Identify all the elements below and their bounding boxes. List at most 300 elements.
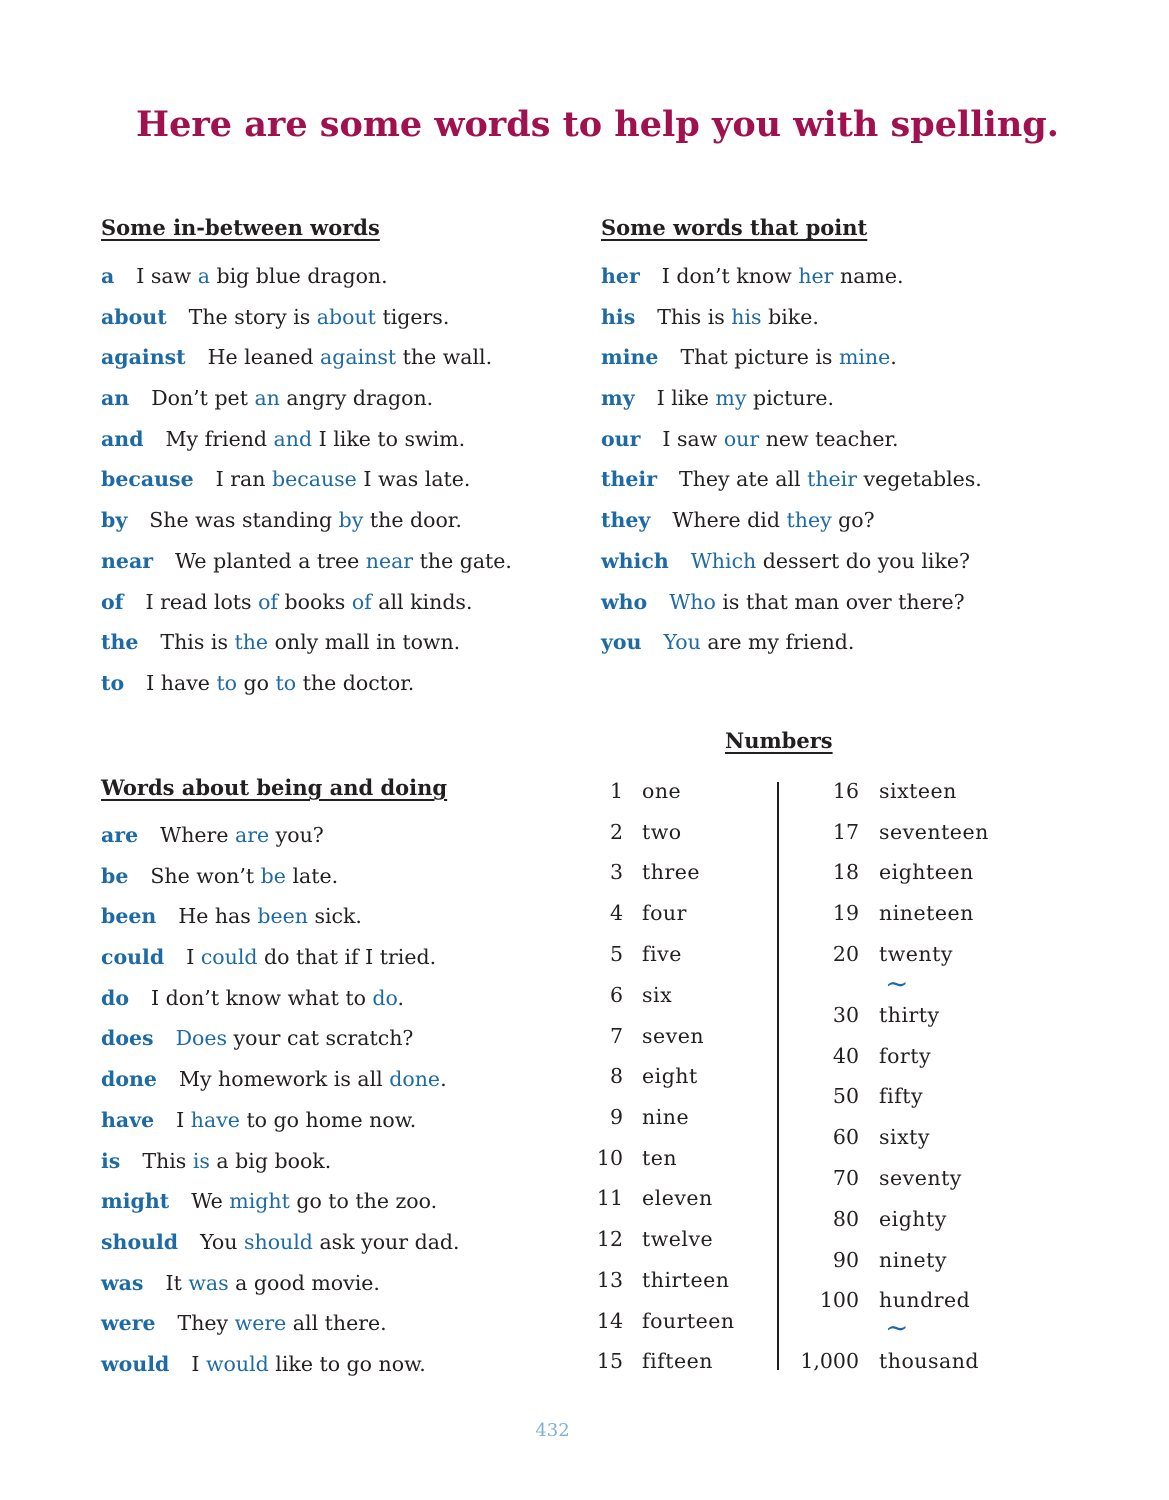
word-entry-about (101, 302, 512, 343)
number-digits: 50 (832, 1084, 859, 1108)
word-entry-who (601, 587, 982, 628)
word-entry-they (601, 505, 982, 546)
sentence-text: We planted a tree (175, 548, 366, 573)
number-word: thirty (879, 1003, 940, 1027)
numbers-heading: Numbers (725, 728, 833, 753)
sentence-text: I (186, 945, 201, 970)
highlighted-word: the (234, 630, 269, 655)
sentence-text: This (142, 1148, 193, 1173)
number-digits: 19 (832, 901, 859, 925)
sentence-text: do that if I tried. (257, 945, 437, 970)
entry-word: against (101, 345, 186, 370)
number-word: five (642, 942, 682, 966)
entry-word: her (601, 264, 640, 288)
sentence-text: to go home now. (239, 1107, 417, 1132)
number-digits: 7 (609, 1024, 623, 1048)
number-word: hundred (879, 1288, 971, 1312)
highlighted-word: do (372, 985, 398, 1010)
sentence-text: I was late. (356, 467, 471, 492)
sentence-text: go? (831, 508, 875, 533)
highlighted-word: of (258, 589, 279, 614)
number-word: twenty (879, 942, 953, 966)
entry-word: does (101, 1026, 154, 1051)
example-sentence (657, 386, 834, 410)
sentence-text: Where did (672, 508, 787, 533)
word-entry-should (101, 1227, 460, 1268)
entry-word: by (101, 508, 128, 533)
number-row (553, 1346, 713, 1376)
number-word: seven (642, 1024, 705, 1048)
number-word: eleven (642, 1186, 713, 1210)
sentence-text: I (191, 1351, 206, 1376)
sentence-text: . (397, 985, 405, 1010)
example-sentence (150, 864, 338, 888)
number-row (553, 1224, 713, 1254)
number-word: one (642, 779, 682, 803)
sentence-text: dessert do you like? (756, 548, 971, 573)
example-sentence (136, 264, 387, 288)
highlighted-word: might (229, 1189, 290, 1214)
number-word: fifty (879, 1084, 924, 1108)
number-row (553, 1021, 704, 1051)
sentence-text: My friend (165, 426, 274, 451)
highlighted-word: their (807, 467, 858, 492)
number-digits: 30 (832, 1003, 859, 1027)
sentence-text: . (890, 345, 897, 370)
number-row (789, 939, 953, 969)
example-sentence (672, 508, 874, 532)
word-entry-do (101, 983, 460, 1024)
page-title: Here are some words to help you with spelling. (136, 104, 1059, 145)
number-digits: 1,000 (800, 1349, 859, 1373)
word-entry-against (101, 342, 512, 383)
sentence-text: all kinds. (371, 589, 473, 614)
word-entry-done (101, 1064, 460, 1105)
number-row (789, 1000, 940, 1030)
number-row (789, 1122, 930, 1152)
sentence-text: new teacher. (759, 426, 899, 451)
example-sentence (191, 1189, 437, 1213)
number-word: nine (642, 1105, 690, 1129)
entry-word: were (101, 1311, 156, 1336)
entry-word: done (101, 1067, 157, 1092)
example-sentence (149, 508, 462, 532)
example-sentence (176, 1026, 414, 1050)
example-sentence (151, 986, 404, 1010)
entry-word: because (101, 467, 194, 492)
section-heading: Words about being and doing (101, 775, 448, 800)
sentence-text: bike. (761, 304, 819, 329)
word-entry-a (101, 261, 512, 302)
example-sentence (664, 630, 855, 654)
entry-word: an (101, 386, 130, 411)
word-entry-are (101, 820, 460, 861)
sentence-text: I saw (662, 426, 724, 451)
number-row (553, 898, 687, 928)
number-digits: 13 (596, 1268, 623, 1292)
entry-list (101, 820, 460, 1390)
number-digits: 8 (609, 1064, 623, 1088)
word-entry-because (101, 464, 512, 505)
highlighted-word: they (786, 508, 832, 533)
word-entry-by (101, 505, 512, 546)
range-gap-tilde-icon: ∼ (885, 1311, 909, 1344)
highlighted-word: about (316, 304, 376, 329)
word-entry-mine (601, 342, 982, 383)
number-row (789, 1285, 970, 1315)
number-digits: 10 (596, 1146, 623, 1170)
number-word: fifteen (642, 1349, 713, 1373)
entry-word: could (101, 945, 165, 970)
sentence-text: a good movie. (228, 1270, 380, 1295)
highlighted-word: was (188, 1270, 229, 1295)
entry-word: might (101, 1189, 170, 1214)
highlighted-word: and (273, 426, 313, 451)
highlighted-word: have (190, 1107, 240, 1132)
word-entry-my (601, 383, 982, 424)
number-row (553, 1102, 689, 1132)
numbers-divider (777, 782, 779, 1370)
entry-word: of (101, 589, 124, 614)
section-heading: Some words that point (601, 215, 868, 240)
highlighted-word: could (200, 945, 258, 970)
word-entry-could (101, 942, 460, 983)
number-digits: 18 (832, 860, 859, 884)
number-word: eighty (879, 1207, 947, 1231)
pointing-words-section (601, 213, 982, 668)
sentence-text: books (278, 589, 352, 614)
highlighted-word: be (260, 863, 286, 888)
sentence-text: I (176, 1107, 191, 1132)
example-sentence (679, 467, 982, 491)
entry-word: which (601, 548, 669, 573)
example-sentence (189, 305, 450, 329)
number-word: two (642, 820, 682, 844)
example-sentence (165, 1271, 379, 1295)
number-row (789, 776, 957, 806)
number-digits: 20 (832, 942, 859, 966)
number-row (789, 1041, 931, 1071)
entry-list (101, 261, 512, 709)
highlighted-word: You (663, 630, 701, 655)
sentence-text: a big book. (209, 1148, 332, 1173)
number-row (789, 857, 974, 887)
number-digits: 3 (609, 860, 623, 884)
highlighted-word: against (320, 345, 397, 370)
entry-word: was (101, 1270, 144, 1295)
number-row (553, 857, 700, 887)
example-sentence (178, 1311, 387, 1335)
word-entry-an (101, 383, 512, 424)
sentence-text: go (237, 670, 276, 695)
in-between-words-section (101, 213, 512, 709)
word-entry-does (101, 1023, 460, 1064)
sentence-text: It (165, 1270, 189, 1295)
highlighted-word: Who (669, 589, 716, 614)
highlighted-word: Which (690, 548, 757, 573)
sentence-text: the doctor. (296, 670, 415, 695)
sentence-text: I like (656, 386, 716, 411)
sentence-text: the wall. (396, 345, 493, 370)
word-entry-near (101, 546, 512, 587)
number-digits: 4 (609, 901, 623, 925)
number-digits: 9 (609, 1105, 623, 1129)
highlighted-word: by (338, 508, 364, 533)
number-digits: 6 (609, 983, 623, 1007)
number-word: ninety (879, 1248, 947, 1272)
number-row (789, 1163, 962, 1193)
sentence-text: Don’t pet (151, 386, 255, 411)
number-row (553, 817, 682, 847)
sentence-text: He leaned (207, 345, 321, 370)
entry-word: be (101, 863, 129, 888)
highlighted-word: to (216, 670, 238, 695)
highlighted-word: were (234, 1311, 287, 1336)
word-entry-his (601, 302, 982, 343)
highlighted-word: of (351, 589, 372, 614)
entry-word: should (101, 1229, 179, 1254)
entry-word: our (601, 426, 641, 451)
word-entry-and (101, 424, 512, 465)
word-entry-which (601, 546, 982, 587)
entry-word: a (101, 264, 115, 288)
number-word: eight (642, 1064, 698, 1088)
word-entry-might (101, 1186, 460, 1227)
number-word: seventy (879, 1166, 962, 1190)
word-entry-would (101, 1349, 460, 1390)
number-row (553, 776, 681, 806)
word-entry-been (101, 901, 460, 942)
sentence-text: They (177, 1311, 235, 1336)
sentence-text: is that man over there? (715, 589, 965, 614)
word-entry-was (101, 1268, 460, 1309)
number-row (553, 1306, 735, 1336)
highlighted-word: an (254, 386, 280, 411)
number-digits: 60 (832, 1125, 859, 1149)
example-sentence (662, 264, 904, 288)
number-digits: 5 (609, 942, 623, 966)
example-sentence (142, 1149, 331, 1173)
number-word: twelve (642, 1227, 714, 1251)
highlighted-word: is (192, 1148, 210, 1173)
entry-word: the (101, 630, 139, 655)
highlighted-word: her (798, 264, 834, 288)
word-entry-of (101, 587, 512, 628)
sentence-text: go to the zoo. (289, 1189, 438, 1214)
example-sentence (175, 549, 512, 573)
number-row (553, 980, 672, 1010)
sentence-text: late. (285, 863, 339, 888)
highlighted-word: would (205, 1351, 269, 1376)
page-number: 432 (535, 1420, 570, 1441)
number-row (789, 1346, 979, 1376)
word-entry-were (101, 1308, 460, 1349)
number-word: ten (642, 1146, 678, 1170)
number-digits: 11 (596, 1186, 623, 1210)
number-word: four (642, 901, 687, 925)
sentence-text: She was standing (149, 508, 339, 533)
highlighted-word: his (731, 304, 762, 329)
entry-word: they (601, 508, 651, 533)
sentence-text: big blue dragon. (209, 264, 388, 288)
entry-word: mine (601, 345, 659, 370)
number-digits: 1 (609, 779, 623, 803)
number-digits: 14 (596, 1309, 623, 1333)
entry-list (601, 261, 982, 668)
highlighted-word: my (715, 386, 747, 411)
entry-word: been (101, 904, 157, 929)
number-word: six (642, 983, 673, 1007)
example-sentence (176, 1108, 416, 1132)
sentence-text: Where (160, 823, 235, 847)
word-entry-their (601, 464, 982, 505)
highlighted-word: are (235, 823, 270, 847)
sentence-text: picture. (746, 386, 835, 411)
sentence-text: You (200, 1229, 244, 1254)
sentence-text: My homework is all (178, 1067, 390, 1092)
highlighted-word: because (272, 467, 357, 492)
number-digits: 40 (832, 1044, 859, 1068)
entry-word: his (601, 304, 636, 329)
sentence-text: only mall in town. (268, 630, 461, 655)
number-digits: 12 (596, 1227, 623, 1251)
word-entry-be (101, 861, 460, 902)
number-digits: 80 (832, 1207, 859, 1231)
word-entry-is (101, 1146, 460, 1187)
sentence-text: your cat scratch? (227, 1026, 414, 1051)
number-row (789, 817, 989, 847)
word-entry-you (601, 627, 982, 668)
number-word: thousand (879, 1349, 980, 1373)
entry-word: who (601, 589, 648, 614)
sentence-text: I have (146, 670, 217, 695)
highlighted-word: done (389, 1067, 441, 1092)
number-word: fourteen (642, 1309, 735, 1333)
number-digits: 70 (832, 1166, 859, 1190)
sentence-text: I saw (136, 264, 198, 288)
number-word: eighteen (879, 860, 974, 884)
entry-word: have (101, 1107, 155, 1132)
entry-word: my (601, 386, 635, 411)
example-sentence (186, 945, 436, 969)
number-word: seventeen (879, 820, 989, 844)
entry-word: you (601, 630, 642, 655)
number-row (789, 1204, 947, 1234)
number-row (553, 939, 682, 969)
highlighted-word: near (365, 548, 414, 573)
word-entry-our (601, 424, 982, 465)
number-word: sixteen (879, 779, 957, 803)
sentence-text: you? (269, 823, 324, 847)
example-sentence (691, 549, 970, 573)
entry-word: would (101, 1351, 170, 1376)
example-sentence (146, 671, 414, 695)
entry-word: do (101, 985, 130, 1010)
sentence-text: like to go now. (268, 1351, 426, 1376)
sentence-text: This is (657, 304, 732, 329)
example-sentence (669, 590, 964, 614)
example-sentence (657, 305, 819, 329)
sentence-text: They ate all (679, 467, 808, 492)
being-doing-words-section (101, 773, 460, 1390)
sentence-text: tigers. (375, 304, 450, 329)
number-word: three (642, 860, 701, 884)
number-digits: 17 (832, 820, 859, 844)
sentence-text: I don’t know (661, 264, 799, 288)
example-sentence (191, 1352, 425, 1376)
highlighted-word: mine (838, 345, 891, 370)
number-row (553, 1061, 698, 1091)
sentence-text: I like to swim. (312, 426, 466, 451)
number-row (553, 1265, 730, 1295)
example-sentence (146, 590, 473, 614)
entry-word: is (101, 1148, 121, 1173)
example-sentence (208, 345, 493, 369)
highlighted-word: should (243, 1229, 313, 1254)
sentence-text: She won’t (150, 863, 261, 888)
sentence-text: I read lots (145, 589, 259, 614)
sentence-text: That picture is (680, 345, 839, 370)
example-sentence (151, 386, 433, 410)
sentence-text: the gate. (413, 548, 512, 573)
word-entry-have (101, 1105, 460, 1146)
highlighted-word: Does (175, 1026, 228, 1051)
example-sentence (200, 1230, 459, 1254)
word-entry-her (601, 261, 982, 302)
number-digits: 15 (596, 1349, 623, 1373)
sentence-text: He has (178, 904, 258, 929)
word-entry-the (101, 627, 512, 668)
highlighted-word: to (275, 670, 297, 695)
sentence-text: all there. (286, 1311, 387, 1336)
example-sentence (166, 427, 466, 451)
highlighted-word: a (197, 264, 210, 288)
example-sentence (160, 630, 460, 654)
highlighted-word: been (257, 904, 308, 929)
number-digits: 16 (832, 779, 859, 803)
number-digits: 2 (609, 820, 623, 844)
number-word: sixty (879, 1125, 930, 1149)
number-word: forty (879, 1044, 932, 1068)
number-row (553, 1143, 677, 1173)
number-digits: 100 (819, 1288, 859, 1312)
entry-word: and (101, 426, 144, 451)
entry-word: near (101, 548, 154, 573)
sentence-text: ask your dad. (312, 1229, 460, 1254)
entry-word: about (101, 304, 167, 329)
number-word: thirteen (642, 1268, 730, 1292)
example-sentence (178, 904, 362, 928)
example-sentence (680, 345, 896, 369)
example-sentence (160, 823, 324, 847)
example-sentence (662, 427, 898, 451)
sentence-text: are my friend. (700, 630, 855, 655)
number-digits: 90 (832, 1248, 859, 1272)
sentence-text: The story is (188, 304, 317, 329)
sentence-text: the door. (363, 508, 462, 533)
number-row (789, 1081, 923, 1111)
sentence-text: . (440, 1067, 447, 1092)
sentence-text: This is (160, 630, 235, 655)
highlighted-word: our (723, 426, 760, 451)
sentence-text: We (191, 1189, 230, 1214)
entry-word: to (101, 670, 125, 695)
sentence-text: name. (833, 264, 904, 288)
section-heading: Some in-between words (101, 215, 380, 240)
sentence-text: angry dragon. (279, 386, 434, 411)
entry-word: their (601, 467, 658, 492)
word-entry-to (101, 668, 512, 709)
